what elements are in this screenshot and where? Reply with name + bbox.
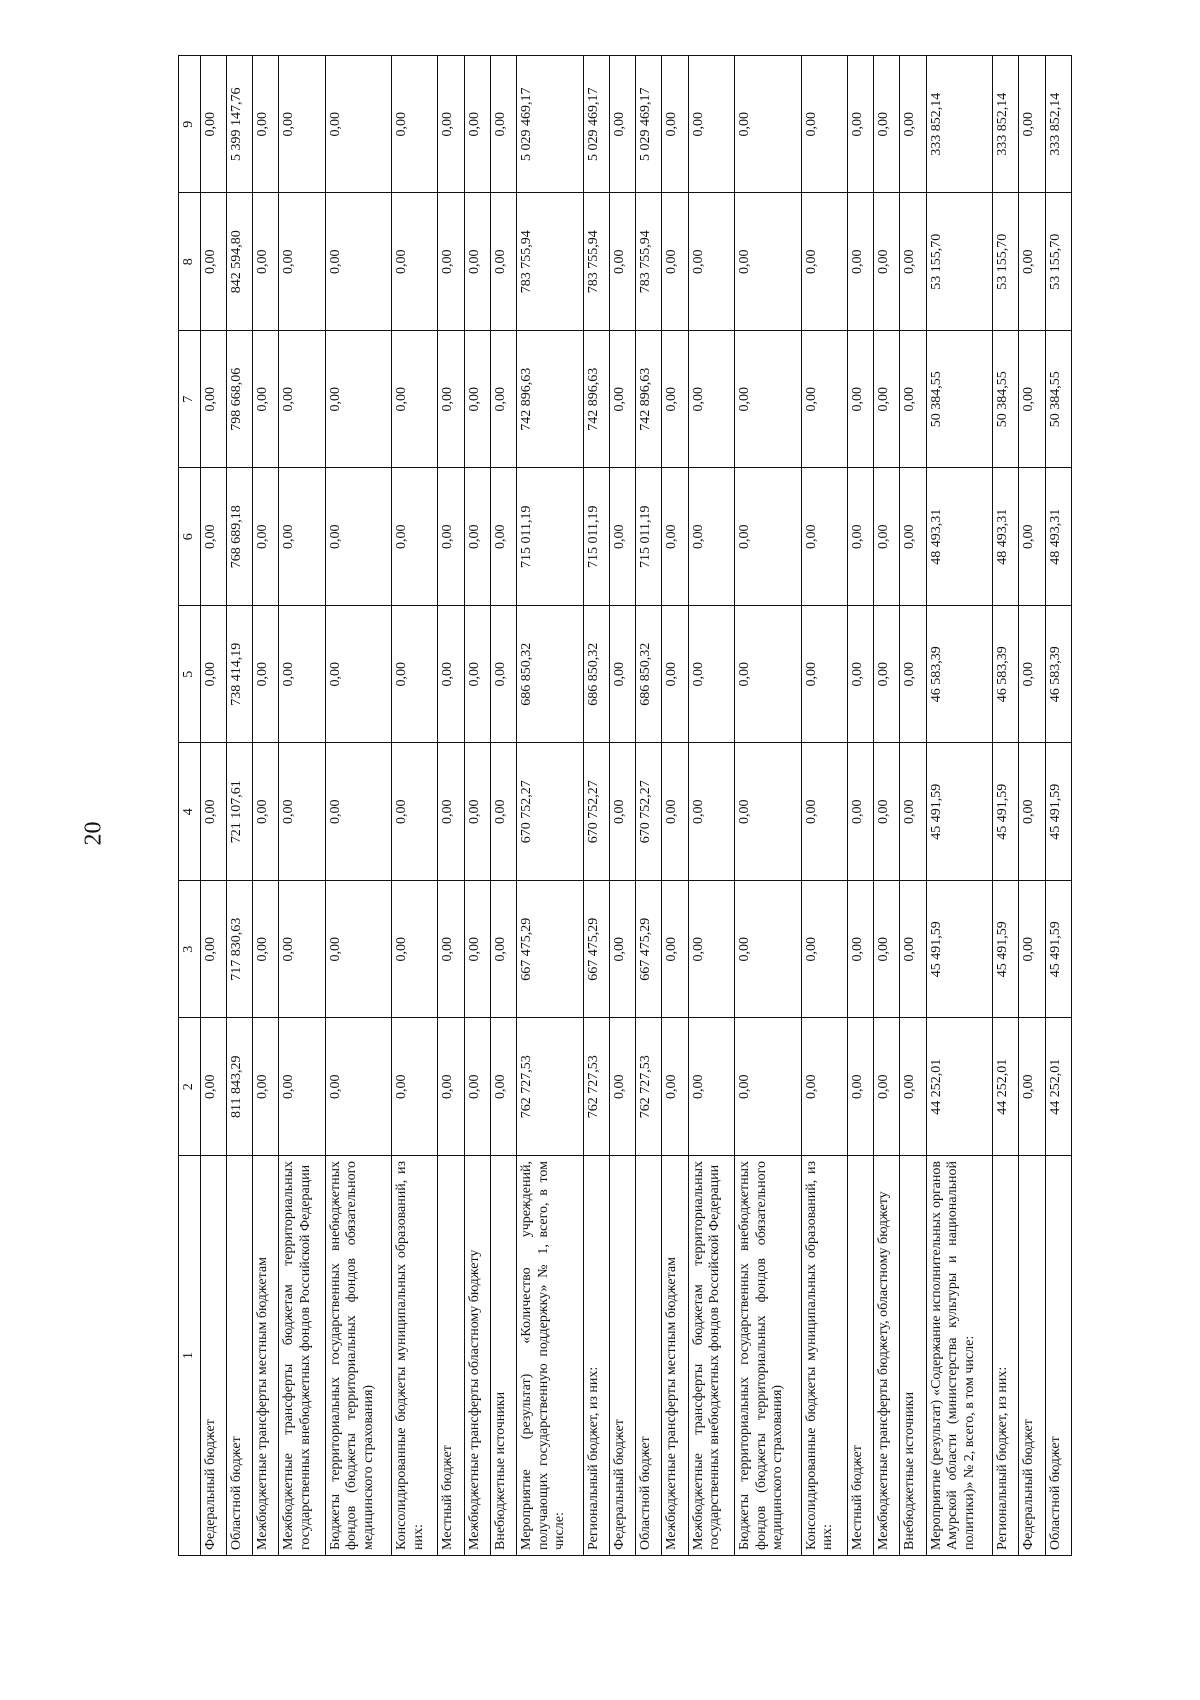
row-value: 0,00 [847, 56, 873, 194]
row-label: Местный бюджет [847, 1156, 873, 1556]
budget-table [178, 55, 1072, 1556]
table-row [490, 56, 516, 1556]
row-value: 0,00 [662, 56, 688, 194]
row-value: 0,00 [490, 881, 516, 1019]
row-label: Консолидированные бюджеты муниципальных образований, из них: [392, 1156, 438, 1556]
row-value: 0,00 [900, 743, 926, 881]
row-label: Мероприятие (результат) «Количество учреждений, получающих государственную поддержку» № 1, всего, в том числе: [517, 1156, 584, 1556]
row-value: 0,00 [279, 193, 325, 331]
row-value: 0,00 [662, 193, 688, 331]
row-value: 0,00 [874, 1018, 900, 1156]
row-value: 0,00 [392, 193, 438, 331]
row-label: Областной бюджет [226, 1156, 252, 1556]
row-value: 50 384,55 [1045, 331, 1071, 469]
row-value: 0,00 [1019, 193, 1045, 331]
table-row [1019, 56, 1045, 1556]
row-value: 0,00 [392, 468, 438, 606]
row-value: 0,00 [900, 331, 926, 469]
row-value: 0,00 [392, 1018, 438, 1156]
table-body [200, 56, 1071, 1556]
row-value: 0,00 [464, 606, 490, 744]
row-value: 45 491,59 [1045, 881, 1071, 1019]
row-value: 0,00 [464, 56, 490, 194]
row-label: Внебюджетные источники [900, 1156, 926, 1556]
row-value: 0,00 [200, 743, 226, 881]
table-row [874, 56, 900, 1556]
row-value: 686 850,32 [517, 606, 584, 744]
row-value: 0,00 [1019, 331, 1045, 469]
row-value: 715 011,19 [636, 468, 662, 606]
row-value: 0,00 [490, 56, 516, 194]
row-value: 0,00 [874, 606, 900, 744]
row-value: 0,00 [438, 1018, 464, 1156]
row-value: 0,00 [464, 881, 490, 1019]
row-label: Федеральный бюджет [1019, 1156, 1045, 1556]
column-header: 3 [179, 881, 201, 1019]
row-value: 0,00 [801, 56, 847, 194]
row-value: 0,00 [874, 881, 900, 1019]
row-label: Областной бюджет [1045, 1156, 1071, 1556]
row-value: 48 493,31 [1045, 468, 1071, 606]
row-value: 0,00 [801, 881, 847, 1019]
column-header: 7 [179, 331, 201, 469]
row-label: Областной бюджет [636, 1156, 662, 1556]
table-row [1045, 56, 1071, 1556]
row-label: Межбюджетные трансферты местным бюджетам [662, 1156, 688, 1556]
row-value: 44 252,01 [993, 1018, 1019, 1156]
row-value: 0,00 [438, 193, 464, 331]
table-row [583, 56, 609, 1556]
row-value: 0,00 [325, 193, 392, 331]
row-value: 53 155,70 [1045, 193, 1071, 331]
row-value: 0,00 [490, 331, 516, 469]
row-label: Федеральный бюджет [200, 1156, 226, 1556]
row-value: 0,00 [662, 1018, 688, 1156]
row-value: 0,00 [392, 56, 438, 194]
row-value: 0,00 [438, 56, 464, 194]
row-value: 46 583,39 [993, 606, 1019, 744]
row-value: 783 755,94 [636, 193, 662, 331]
row-value: 670 752,27 [636, 743, 662, 881]
row-value: 686 850,32 [583, 606, 609, 744]
row-value: 0,00 [688, 881, 734, 1019]
row-value: 53 155,70 [993, 193, 1019, 331]
row-value: 0,00 [735, 56, 802, 194]
row-value: 45 491,59 [993, 881, 1019, 1019]
row-value: 50 384,55 [993, 331, 1019, 469]
row-value: 0,00 [325, 468, 392, 606]
column-header: 2 [179, 1018, 201, 1156]
row-label: Внебюджетные источники [490, 1156, 516, 1556]
row-value: 0,00 [662, 743, 688, 881]
row-value: 0,00 [464, 743, 490, 881]
row-value: 0,00 [438, 881, 464, 1019]
table-row [392, 56, 438, 1556]
row-value: 0,00 [735, 193, 802, 331]
row-value: 0,00 [200, 468, 226, 606]
row-value: 0,00 [609, 56, 635, 194]
row-value: 44 252,01 [926, 1018, 993, 1156]
column-number-row [179, 56, 201, 1556]
page-number: 20 [80, 821, 107, 846]
row-value: 0,00 [662, 468, 688, 606]
row-value: 0,00 [900, 468, 926, 606]
row-value: 0,00 [392, 881, 438, 1019]
row-value: 0,00 [325, 56, 392, 194]
row-value: 0,00 [900, 1018, 926, 1156]
table-row [226, 56, 252, 1556]
row-value: 333 852,14 [993, 56, 1019, 194]
row-value: 811 843,29 [226, 1018, 252, 1156]
row-value: 0,00 [200, 606, 226, 744]
row-value: 768 689,18 [226, 468, 252, 606]
table-row [662, 56, 688, 1556]
row-value: 0,00 [200, 1018, 226, 1156]
row-value: 0,00 [801, 468, 847, 606]
row-value: 0,00 [662, 606, 688, 744]
row-value: 0,00 [688, 193, 734, 331]
row-label: Межбюджетные трансферты бюджету, областному бюджету [874, 1156, 900, 1556]
table-row [900, 56, 926, 1556]
row-value: 0,00 [464, 331, 490, 469]
row-value: 5 399 147,76 [226, 56, 252, 194]
row-value: 0,00 [438, 331, 464, 469]
table-row [464, 56, 490, 1556]
row-value: 0,00 [392, 331, 438, 469]
row-value: 0,00 [279, 881, 325, 1019]
row-value: 0,00 [252, 881, 278, 1019]
row-value: 715 011,19 [583, 468, 609, 606]
row-value: 0,00 [325, 606, 392, 744]
row-value: 742 896,63 [517, 331, 584, 469]
row-value: 0,00 [662, 881, 688, 1019]
row-value: 0,00 [252, 331, 278, 469]
row-value: 0,00 [735, 606, 802, 744]
row-value: 0,00 [735, 1018, 802, 1156]
row-value: 333 852,14 [1045, 56, 1071, 194]
table-row [252, 56, 278, 1556]
row-value: 0,00 [609, 468, 635, 606]
row-value: 0,00 [609, 193, 635, 331]
row-value: 0,00 [252, 193, 278, 331]
row-value: 0,00 [252, 1018, 278, 1156]
row-value: 0,00 [847, 1018, 873, 1156]
row-value: 0,00 [490, 606, 516, 744]
row-value: 0,00 [279, 1018, 325, 1156]
row-value: 45 491,59 [993, 743, 1019, 881]
row-value: 53 155,70 [926, 193, 993, 331]
row-value: 0,00 [801, 743, 847, 881]
row-value: 762 727,53 [517, 1018, 584, 1156]
row-value: 0,00 [900, 606, 926, 744]
row-value: 0,00 [609, 881, 635, 1019]
row-value: 667 475,29 [583, 881, 609, 1019]
row-value: 0,00 [464, 193, 490, 331]
row-value: 0,00 [609, 743, 635, 881]
row-value: 0,00 [252, 56, 278, 194]
row-value: 0,00 [279, 743, 325, 881]
row-value: 0,00 [325, 1018, 392, 1156]
row-label: Региональный бюджет, из них: [583, 1156, 609, 1556]
row-label: Федеральный бюджет [609, 1156, 635, 1556]
row-value: 721 107,61 [226, 743, 252, 881]
row-value: 0,00 [688, 606, 734, 744]
row-value: 0,00 [252, 606, 278, 744]
table-row [801, 56, 847, 1556]
column-header: 1 [179, 1156, 201, 1556]
row-value: 44 252,01 [1045, 1018, 1071, 1156]
row-label: Межбюджетные трансферты бюджетам территориальных государственных внебюджетных фондов Российской Федерации [688, 1156, 734, 1556]
row-value: 0,00 [801, 606, 847, 744]
row-value: 0,00 [847, 606, 873, 744]
row-value: 0,00 [847, 468, 873, 606]
row-value: 0,00 [1019, 881, 1045, 1019]
table-row [688, 56, 734, 1556]
row-value: 0,00 [325, 881, 392, 1019]
row-value: 0,00 [490, 1018, 516, 1156]
row-value: 0,00 [490, 743, 516, 881]
row-value: 0,00 [735, 331, 802, 469]
row-value: 5 029 469,17 [517, 56, 584, 194]
row-value: 45 491,59 [1045, 743, 1071, 881]
row-value: 0,00 [490, 468, 516, 606]
row-value: 0,00 [688, 56, 734, 194]
table-row [200, 56, 226, 1556]
table-row [438, 56, 464, 1556]
row-value: 0,00 [801, 1018, 847, 1156]
row-value: 0,00 [392, 743, 438, 881]
row-value: 46 583,39 [926, 606, 993, 744]
row-value: 0,00 [200, 193, 226, 331]
row-value: 45 491,59 [926, 881, 993, 1019]
row-label: Региональный бюджет, из них: [993, 1156, 1019, 1556]
row-value: 0,00 [609, 606, 635, 744]
row-label: Межбюджетные трансферты бюджетам территориальных государственных внебюджетных фондов Российской Федерации [279, 1156, 325, 1556]
row-value: 0,00 [847, 743, 873, 881]
row-value: 0,00 [735, 468, 802, 606]
row-value: 0,00 [609, 1018, 635, 1156]
row-label: Консолидированные бюджеты муниципальных образований, из них: [801, 1156, 847, 1556]
table-row [636, 56, 662, 1556]
table-row [609, 56, 635, 1556]
row-value: 0,00 [1019, 468, 1045, 606]
table-row [517, 56, 584, 1556]
row-value: 0,00 [252, 743, 278, 881]
table-row [926, 56, 993, 1556]
table-row [735, 56, 802, 1556]
row-value: 742 896,63 [636, 331, 662, 469]
row-value: 0,00 [200, 331, 226, 469]
row-value: 5 029 469,17 [583, 56, 609, 194]
row-value: 762 727,53 [583, 1018, 609, 1156]
row-value: 686 850,32 [636, 606, 662, 744]
row-value: 5 029 469,17 [636, 56, 662, 194]
row-value: 0,00 [325, 743, 392, 881]
row-value: 0,00 [874, 743, 900, 881]
row-value: 0,00 [1019, 1018, 1045, 1156]
row-value: 842 594,80 [226, 193, 252, 331]
row-value: 46 583,39 [1045, 606, 1071, 744]
row-value: 0,00 [847, 331, 873, 469]
row-value: 50 384,55 [926, 331, 993, 469]
row-value: 0,00 [438, 468, 464, 606]
row-label: Межбюджетные трансферты местным бюджетам [252, 1156, 278, 1556]
row-value: 0,00 [200, 881, 226, 1019]
row-value: 0,00 [464, 1018, 490, 1156]
row-value: 0,00 [1019, 743, 1045, 881]
row-value: 0,00 [874, 468, 900, 606]
column-header: 5 [179, 606, 201, 744]
row-value: 0,00 [735, 881, 802, 1019]
table-row [325, 56, 392, 1556]
row-value: 0,00 [801, 331, 847, 469]
row-value: 0,00 [1019, 606, 1045, 744]
row-value: 0,00 [200, 56, 226, 194]
row-value: 0,00 [490, 193, 516, 331]
row-label: Бюджеты территориальных государственных внебюджетных фондов (бюджеты территориальных фондов обязательного медицинского страхования) [325, 1156, 392, 1556]
row-value: 667 475,29 [636, 881, 662, 1019]
row-value: 0,00 [279, 606, 325, 744]
row-label: Бюджеты территориальных государственных внебюджетных фондов (бюджеты территориальных фондов обязательного медицинского страхования) [735, 1156, 802, 1556]
row-label: Мероприятие (результат) «Содержание исполнительных органов Амурской области (министерства культуры и национальной политики)» № 2, всего, в том числе: [926, 1156, 993, 1556]
row-value: 0,00 [279, 56, 325, 194]
row-value: 0,00 [847, 881, 873, 1019]
row-value: 0,00 [464, 468, 490, 606]
row-value: 0,00 [900, 56, 926, 194]
column-header: 9 [179, 56, 201, 194]
row-value: 738 414,19 [226, 606, 252, 744]
row-value: 0,00 [688, 743, 734, 881]
row-value: 0,00 [688, 1018, 734, 1156]
row-value: 0,00 [874, 193, 900, 331]
column-header: 6 [179, 468, 201, 606]
table-row [993, 56, 1019, 1556]
row-value: 0,00 [801, 193, 847, 331]
row-value: 670 752,27 [583, 743, 609, 881]
column-header: 8 [179, 193, 201, 331]
row-value: 0,00 [438, 743, 464, 881]
row-value: 0,00 [847, 193, 873, 331]
row-value: 48 493,31 [993, 468, 1019, 606]
row-value: 0,00 [688, 331, 734, 469]
row-value: 798 668,06 [226, 331, 252, 469]
table-row [847, 56, 873, 1556]
row-value: 333 852,14 [926, 56, 993, 194]
row-value: 742 896,63 [583, 331, 609, 469]
table-row [279, 56, 325, 1556]
row-value: 48 493,31 [926, 468, 993, 606]
row-value: 0,00 [874, 56, 900, 194]
row-value: 783 755,94 [583, 193, 609, 331]
row-value: 0,00 [325, 331, 392, 469]
row-value: 0,00 [900, 881, 926, 1019]
row-value: 0,00 [438, 606, 464, 744]
row-value: 0,00 [279, 331, 325, 469]
row-value: 762 727,53 [636, 1018, 662, 1156]
row-value: 0,00 [900, 193, 926, 331]
row-value: 0,00 [279, 468, 325, 606]
row-label: Местный бюджет [438, 1156, 464, 1556]
row-value: 0,00 [688, 468, 734, 606]
row-value: 0,00 [662, 331, 688, 469]
row-value: 0,00 [609, 331, 635, 469]
row-value: 783 755,94 [517, 193, 584, 331]
column-header: 4 [179, 743, 201, 881]
row-value: 670 752,27 [517, 743, 584, 881]
row-label: Межбюджетные трансферты областному бюджету [464, 1156, 490, 1556]
budget-table-wrapper [178, 56, 1072, 1556]
row-value: 715 011,19 [517, 468, 584, 606]
row-value: 667 475,29 [517, 881, 584, 1019]
row-value: 0,00 [392, 606, 438, 744]
row-value: 0,00 [874, 331, 900, 469]
row-value: 0,00 [735, 743, 802, 881]
row-value: 0,00 [252, 468, 278, 606]
row-value: 45 491,59 [926, 743, 993, 881]
row-value: 0,00 [1019, 56, 1045, 194]
row-value: 717 830,63 [226, 881, 252, 1019]
